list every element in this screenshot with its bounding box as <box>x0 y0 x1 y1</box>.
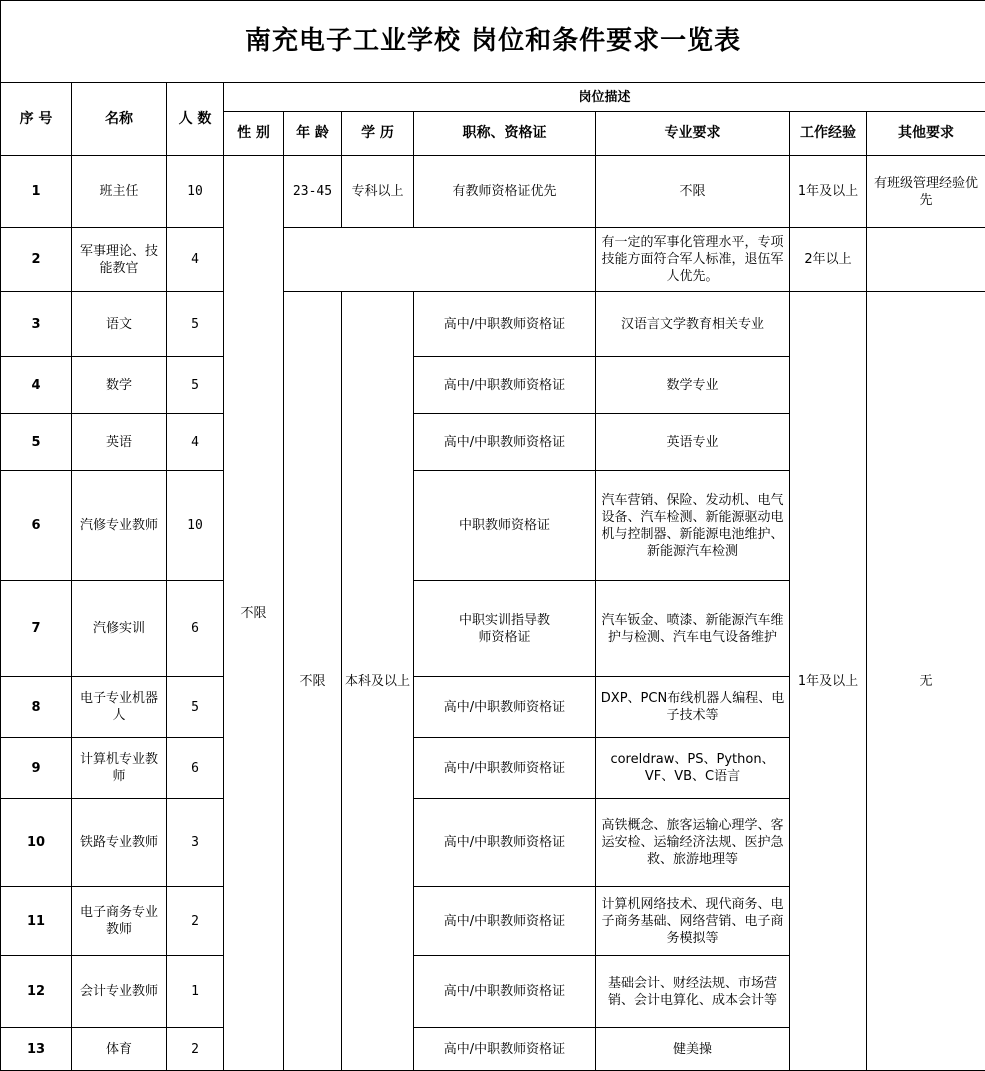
row-seq: 7 <box>1 581 72 677</box>
row-qualification: 有教师资格证优先 <box>414 156 596 228</box>
row-qualification: 高中/中职教师资格证 <box>414 799 596 887</box>
gender-merged-cell: 不限 <box>224 156 284 1071</box>
table-row <box>1 156 985 228</box>
row-major: 数学专业 <box>596 357 790 414</box>
other-merged-cell: 无 <box>867 292 985 1071</box>
row-count: 5 <box>167 292 224 357</box>
row-name: 汽修专业教师 <box>72 471 167 581</box>
header-name: 名称 <box>72 83 167 156</box>
row-qualification: 高中/中职教师资格证 <box>414 677 596 738</box>
row-name: 语文 <box>72 292 167 357</box>
header-qualification: 职称、资格证 <box>414 112 596 156</box>
row-name: 电子专业机器人 <box>72 677 167 738</box>
row-seq: 5 <box>1 414 72 471</box>
row-count: 1 <box>167 956 224 1028</box>
row-count: 10 <box>167 471 224 581</box>
table-row <box>1 228 985 292</box>
row-major: 高铁概念、旅客运输心理学、客运安检、运输经济法规、医护急救、旅游地理等 <box>596 799 790 887</box>
row-count: 3 <box>167 799 224 887</box>
page-title: 南充电子工业学校 岗位和条件要求一览表 <box>1 1 985 83</box>
row-experience: 2年以上 <box>790 228 867 292</box>
row-count: 5 <box>167 357 224 414</box>
education-merged-cell: 本科及以上 <box>342 292 414 1071</box>
header-seq: 序 号 <box>1 83 72 156</box>
header-other: 其他要求 <box>867 112 985 156</box>
row-seq: 6 <box>1 471 72 581</box>
row-education: 专科以上 <box>342 156 414 228</box>
row-qualification: 高中/中职教师资格证 <box>414 887 596 956</box>
row-count: 5 <box>167 677 224 738</box>
row-qualification: 高中/中职教师资格证 <box>414 357 596 414</box>
row-count: 6 <box>167 581 224 677</box>
row-name: 体育 <box>72 1028 167 1071</box>
row-seq: 11 <box>1 887 72 956</box>
row-major: 健美操 <box>596 1028 790 1071</box>
row-major: 计算机网络技术、现代商务、电子商务基础、网络营销、电子商务模拟等 <box>596 887 790 956</box>
row-seq: 8 <box>1 677 72 738</box>
row-major: 有一定的军事化管理水平，专项技能方面符合军人标准，退伍军人优先。 <box>596 228 790 292</box>
row-name: 班主任 <box>72 156 167 228</box>
row-major: 汽车营销、保险、发动机、电气设备、汽车检测、新能源驱动电机与控制器、新能源电池维护、新能源汽车检测 <box>596 471 790 581</box>
row-name: 计算机专业教师 <box>72 738 167 799</box>
row-qualification: 中职实训指导教师资格证 <box>414 581 596 677</box>
row-qualification: 高中/中职教师资格证 <box>414 738 596 799</box>
row-count: 2 <box>167 1028 224 1071</box>
row-major: DXP、PCN布线机器人编程、电子技术等 <box>596 677 790 738</box>
row-major: 基础会计、财经法规、市场营销、会计电算化、成本会计等 <box>596 956 790 1028</box>
row-major: 不限 <box>596 156 790 228</box>
row-experience: 1年及以上 <box>790 156 867 228</box>
row-count: 2 <box>167 887 224 956</box>
row-major: 汉语言文学教育相关专业 <box>596 292 790 357</box>
row-name: 英语 <box>72 414 167 471</box>
row-seq: 1 <box>1 156 72 228</box>
row-count: 10 <box>167 156 224 228</box>
row-seq: 2 <box>1 228 72 292</box>
experience-merged-cell: 1年及以上 <box>790 292 867 1071</box>
row-qualification: 高中/中职教师资格证 <box>414 956 596 1028</box>
row-seq: 13 <box>1 1028 72 1071</box>
row-qualification: 中职教师资格证 <box>414 471 596 581</box>
row-seq: 9 <box>1 738 72 799</box>
header-experience: 工作经验 <box>790 112 867 156</box>
table-row <box>1 292 985 357</box>
row-qualification: 高中/中职教师资格证 <box>414 292 596 357</box>
row-count: 4 <box>167 414 224 471</box>
header-major: 专业要求 <box>596 112 790 156</box>
row-seq: 12 <box>1 956 72 1028</box>
row-count: 6 <box>167 738 224 799</box>
age-merged-cell: 不限 <box>284 292 342 1071</box>
row-name: 数学 <box>72 357 167 414</box>
row-name: 铁路专业教师 <box>72 799 167 887</box>
row-major: 英语专业 <box>596 414 790 471</box>
header-gender: 性 别 <box>224 112 284 156</box>
row-qualification: 高中/中职教师资格证 <box>414 1028 596 1071</box>
header-position-description: 岗位描述 <box>224 83 985 112</box>
row-seq: 3 <box>1 292 72 357</box>
row-qualification: 高中/中职教师资格证 <box>414 414 596 471</box>
row-name: 电子商务专业教师 <box>72 887 167 956</box>
row-count: 4 <box>167 228 224 292</box>
header-age: 年 龄 <box>284 112 342 156</box>
row-major: coreldraw、PS、Python、VF、VB、C语言 <box>596 738 790 799</box>
row-name: 军事理论、技能教官 <box>72 228 167 292</box>
row-name: 汽修实训 <box>72 581 167 677</box>
row-empty-merged <box>284 228 596 292</box>
row-other: 有班级管理经验优先 <box>867 156 985 228</box>
row-other-empty <box>867 228 985 292</box>
row-major: 汽车钣金、喷漆、新能源汽车维护与检测、汽车电气设备维护 <box>596 581 790 677</box>
row-name: 会计专业教师 <box>72 956 167 1028</box>
row-seq: 4 <box>1 357 72 414</box>
header-count: 人 数 <box>167 83 224 156</box>
header-education: 学 历 <box>342 112 414 156</box>
row-seq: 10 <box>1 799 72 887</box>
row-age: 23-45 <box>284 156 342 228</box>
